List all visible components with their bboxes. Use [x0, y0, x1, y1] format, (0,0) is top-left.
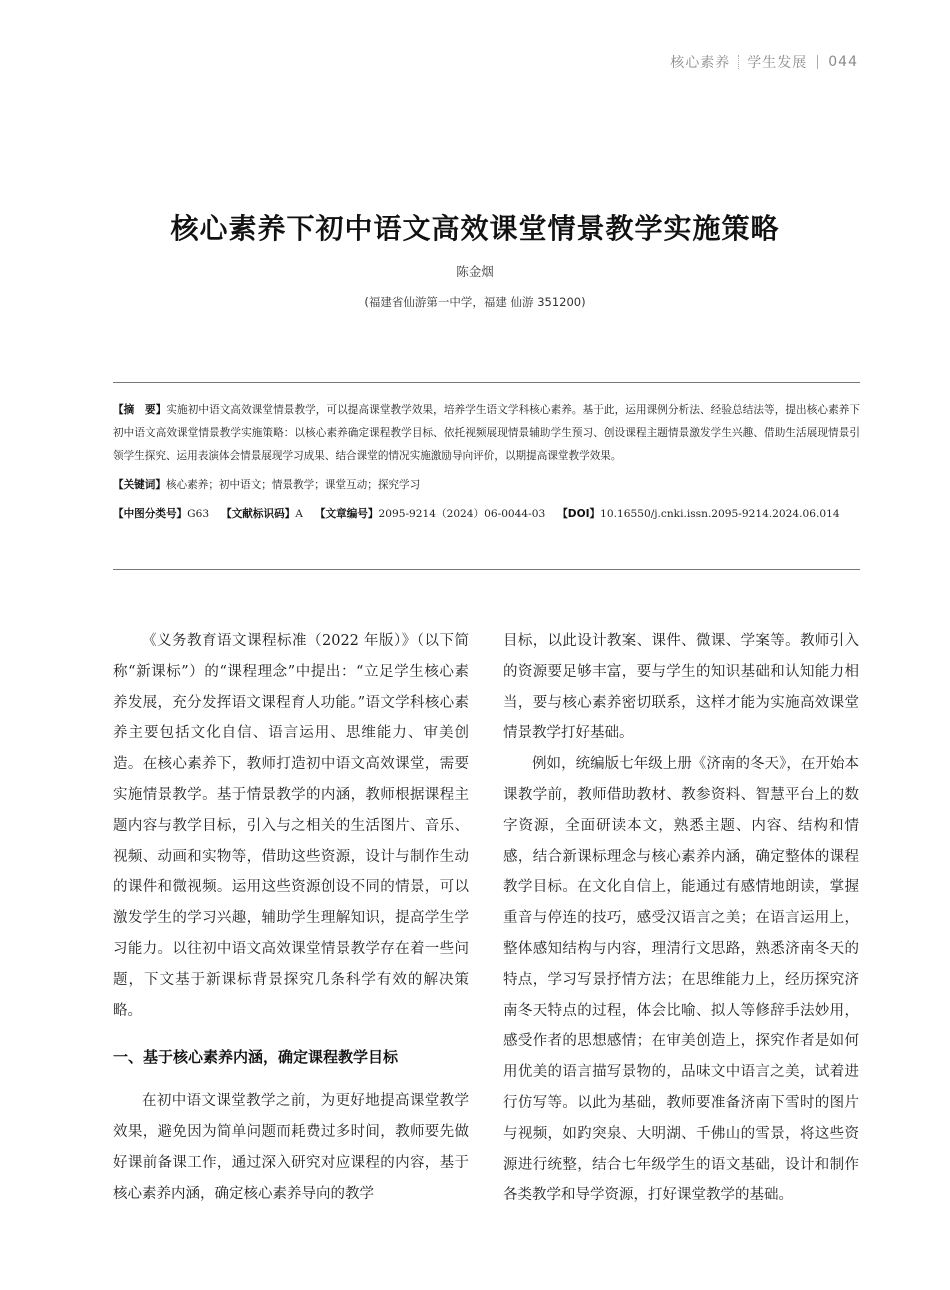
article-no-label: 【文章编号】	[314, 508, 379, 520]
doi-label: 【DOI】	[557, 508, 601, 520]
meta-top-rule	[113, 382, 860, 383]
classification-line	[113, 503, 860, 526]
running-header	[670, 52, 858, 72]
journal-subsection-name: 学生发展	[747, 55, 808, 71]
article-title: 核心素养下初中语文高效课堂情景教学实施策略	[170, 212, 780, 245]
doc-code-value: A	[295, 508, 303, 520]
article-author: 陈金烟	[456, 264, 494, 279]
doc-code-label: 【文献标识码】	[221, 508, 296, 520]
clc-label: 【中图分类号】	[113, 508, 188, 520]
article-no-value: 2095-9214（2024）06-0044-03	[378, 508, 546, 520]
article-meta	[113, 399, 860, 526]
body-paragraph: 例如，统编版七年级上册《济南的冬天》，在开始本课教学前，教师借助教材、教参资料、智慧平台上的数字资源，全面研读本文，熟悉主题、内容、结构和情感，结合新课标理念与核心素养内涵，确定整体的课程教学目标。在文化自信上，能通过有感情地朗读，掌握重音与停连的技巧，感受汉语言之美；在语言运用上，整体感知结构与内容，理清行文思路，熟悉济南冬天的特点，学习写景抒情方法；在思维能力上，经历探究济南冬天特点的过程，体会比喻、拟人等修辞手法妙用，感受作者的思想感情；在审美创造上，探究作者是如何用优美的语言描写景物的，品味文中语言之美，试着进行仿写等。以此为基础，教师要准备济南下雪时的图片与视频，如趵突泉、大明湖、千佛山的雪景，将这些资源进行统整，结合七年级学生的语文基础，设计和制作各类教学和导学资源，打好课堂教学的基础。	[503, 756, 859, 1204]
doi-value: 10.16550/j.cnki.issn.2095-9214.2024.06.014	[600, 508, 840, 520]
keywords-text: 核心素养；初中语文；情景教学；课堂互动；探究学习	[165, 479, 421, 491]
clc-value: G63	[187, 508, 210, 520]
body-column-right	[503, 626, 859, 1211]
body-column-left	[113, 626, 469, 1210]
journal-section-name: 核心素养	[670, 55, 731, 71]
header-divider	[738, 55, 739, 69]
body-paragraph: 《义务教育语文课程标准（2022 年版）》（以下简称“新课标”）的“课程理念”中提出：“立足学生核心素养发展，充分发挥语文课程育人功能。”语文学科核心素养主要包括文化自信、语言运用、思维能力、审美创造。在核心素养下，教师打造初中语文高效课堂，需要实施情景教学。基于情景教学的内涵，教师根据课程主题内容与教学目标，引入与之相关的生活图片、音乐、视频、动画和实物等，借助这些资源，设计与制作生动的课件和微视频。运用这些资源创设不同的情景，可以激发学生的学习兴趣，辅助学生理解知识，提高学生学习能力。以往初中语文高效课堂情景教学存在着一些问题，下文基于新课标背景探究几条科学有效的解决策略。	[113, 633, 469, 1019]
meta-bottom-rule	[113, 569, 860, 570]
abstract-text: 实施初中语文高效课堂情景教学，可以提高课堂教学效果，培养学生语文学科核心素养。基于此，运用课例分析法、经验总结法等，提出核心素养下初中语文高效课堂情景教学实施策略：以核心素养确定课程教学目标、依托视频展现情景辅助学生预习、创设课程主题情景激发学生兴趣、借助生活展现情景引领学生探究、运用表演体会情景展现学习成果、结合课堂的情况实施激励导向评价，以期提高课堂教学效果。	[113, 404, 861, 462]
abstract	[113, 399, 860, 468]
abstract-label: 【摘 要】	[113, 404, 167, 416]
body-paragraph: 在初中语文课堂教学之前，为更好地提高课堂教学效果，避免因为简单问题而耗费过多时间，教师要先做好课前备课工作，通过深入研究对应课程的内容，基于核心素养内涵，确定核心素养导向的教学	[113, 1093, 469, 1202]
section-heading: 一、基于核心素养内涵，确定课程教学目标	[113, 1048, 399, 1067]
body-paragraph: 目标，以此设计教案、课件、微课、学案等。教师引入的资源要足够丰富，要与学生的知识基础和认知能力相当，要与核心素养密切联系，这样才能为实施高效课堂情景教学打好基础。	[503, 633, 859, 742]
keywords-label: 【关键词】	[113, 479, 166, 491]
keywords	[113, 474, 860, 497]
page-number: 044	[828, 54, 858, 70]
author-affiliation: (福建省仙游第一中学，福建 仙游 351200)	[364, 295, 586, 309]
header-divider-2	[817, 55, 818, 69]
